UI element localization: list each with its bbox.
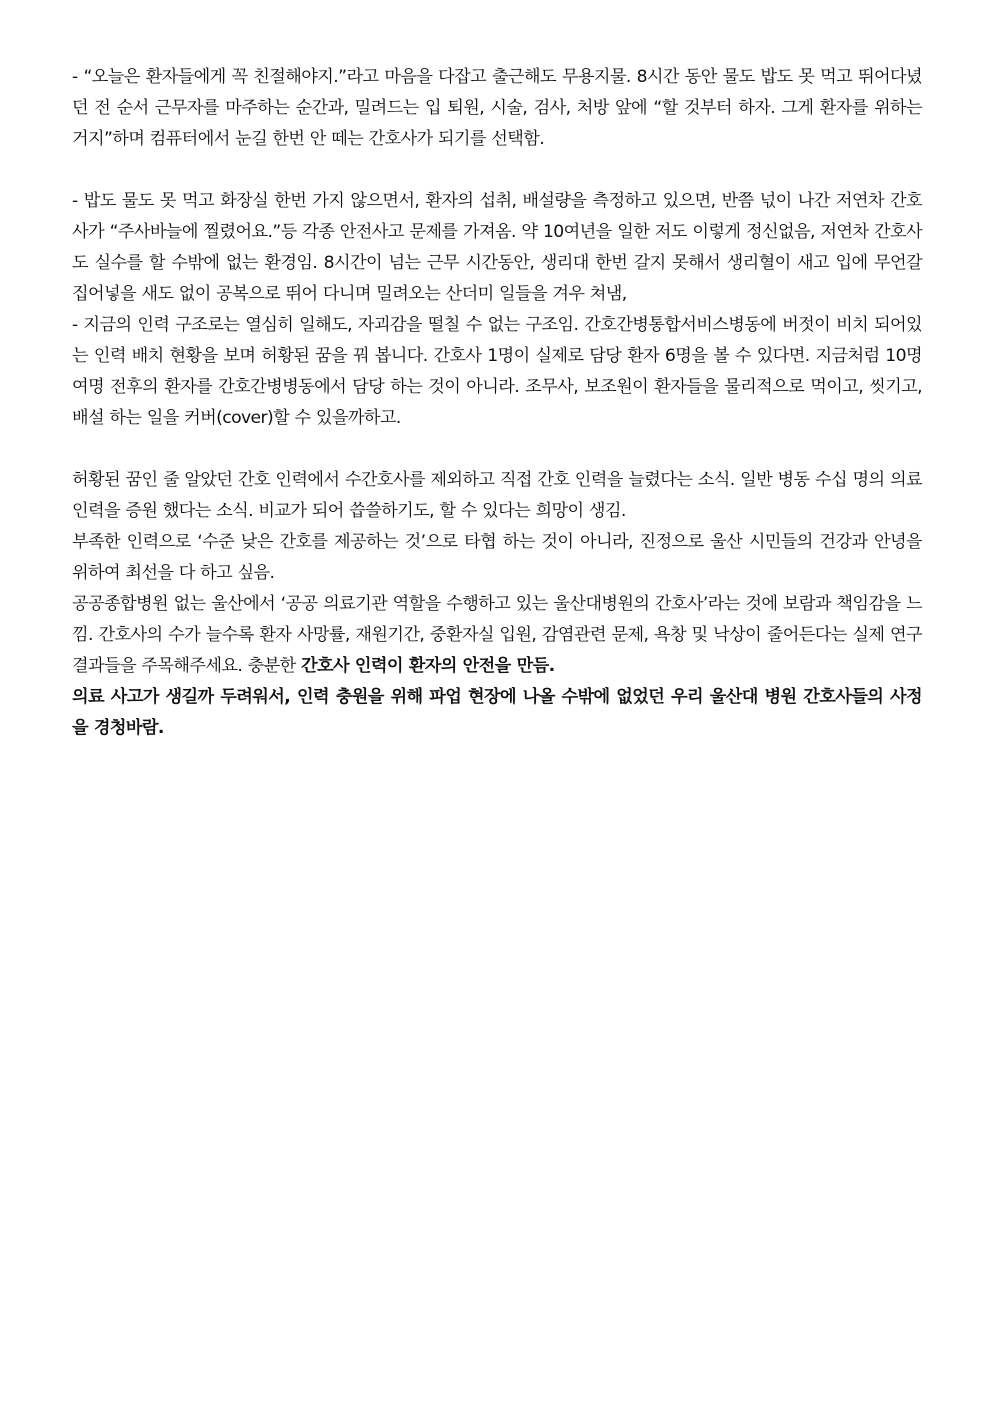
paragraph-closing-appeal: 의료 사고가 생길까 두려워서, 인력 충원을 위해 파업 현장에 나올 수밖에 없었던 우리 울산대 병원 간호사들의 사정을 경청바람. [72, 687, 922, 738]
paragraph-staffing-structure: - 지금의 인력 구조로는 열심히 일해도, 자괴감을 떨칠 수 없는 구조임. 간호간병통합서비스병동에 버젓이 비치 되어있는 인력 배치 현황을 보며 허황된 꿈을 꿔 봅니다. 간호사 1명이 실제로 담당 환자 6명을 볼 수 있다면. 지금처럼 10명여명 전후의 환자를 간호간병병동에서 담당 하는 것이 아니라. 조무사, 보조원이 환자들을 물리적으로 먹이고, 씻기고, 배설 하는 일을 커버(cover)할 수 있을까하고. [72, 315, 922, 428]
paragraph-gap [72, 155, 922, 186]
paragraph-safety-incidents: - 밥도 물도 못 먹고 화장실 한번 가지 않으면서, 환자의 섭취, 배설량을 측정하고 있으면, 반쯤 넋이 나간 저연차 간호사가 “주사바늘에 찔렸어요.”등 각종 안전사고 문제를 가져옴. 약 10여년을 일한 저도 이렇게 정신없음, 저연차 간호사도 실수를 할 수밖에 없는 환경임. 8시간이 넘는 근무 시간동안, 생리대 한번 갈지 못해서 생리혈이 새고 입에 무언갈 집어넣을 새도 없이 공복으로 뛰어 다니며 밀려오는 산더미 일들을 겨우 쳐냄, [72, 191, 922, 304]
paragraph-staff-increase-news: 허황된 꿈인 줄 알았던 간호 인력에서 수간호사를 제외하고 직접 간호 인력을 늘렸다는 소식. 일반 병동 수십 명의 의료 인력을 증원 했다는 소식. 비교가 되어 씁쓸하기도, 할 수 있다는 희망이 생김. [72, 470, 922, 521]
paragraph-public-hospital-role [72, 589, 922, 682]
emphasis-nurse-staffing-safety: 간호사 인력이 환자의 안전을 만듬. [301, 656, 555, 676]
paragraph-public-hospital-text: 공공종합병원 없는 울산에서 ‘공공 의료기관 역할을 수행하고 있는 울산대병원의 간호사’라는 것에 보람과 책임감을 느낌. 간호사의 수가 늘수록 환자 사망률, 재원기간, 중환자실 입원, 감염관련 문제, 욕창 및 낙상이 줄어든다는 실제 연구 결과들을 주목해주세요. 충분한 [72, 594, 922, 676]
document-body [72, 62, 922, 744]
paragraph-best-care: 부족한 인력으로 ‘수준 낮은 간호를 제공하는 것’으로 타협 하는 것이 아니라, 진정으로 울산 시민들의 건강과 안녕을 위하여 최선을 다 하고 싶음. [72, 532, 922, 583]
paragraph-kindness: - “오늘은 환자들에게 꼭 친절해야지.”라고 마음을 다잡고 출근해도 무용지물. 8시간 동안 물도 밥도 못 먹고 뛰어다녔던 전 순서 근무자를 마주하는 순간과, 밀려드는 입 퇴원, 시술, 검사, 처방 앞에 “할 것부터 하자. 그게 환자를 위하는 거지”하며 컴퓨터에서 눈길 한번 안 떼는 간호사가 되기를 선택함. [72, 67, 922, 149]
paragraph-gap [72, 434, 922, 465]
